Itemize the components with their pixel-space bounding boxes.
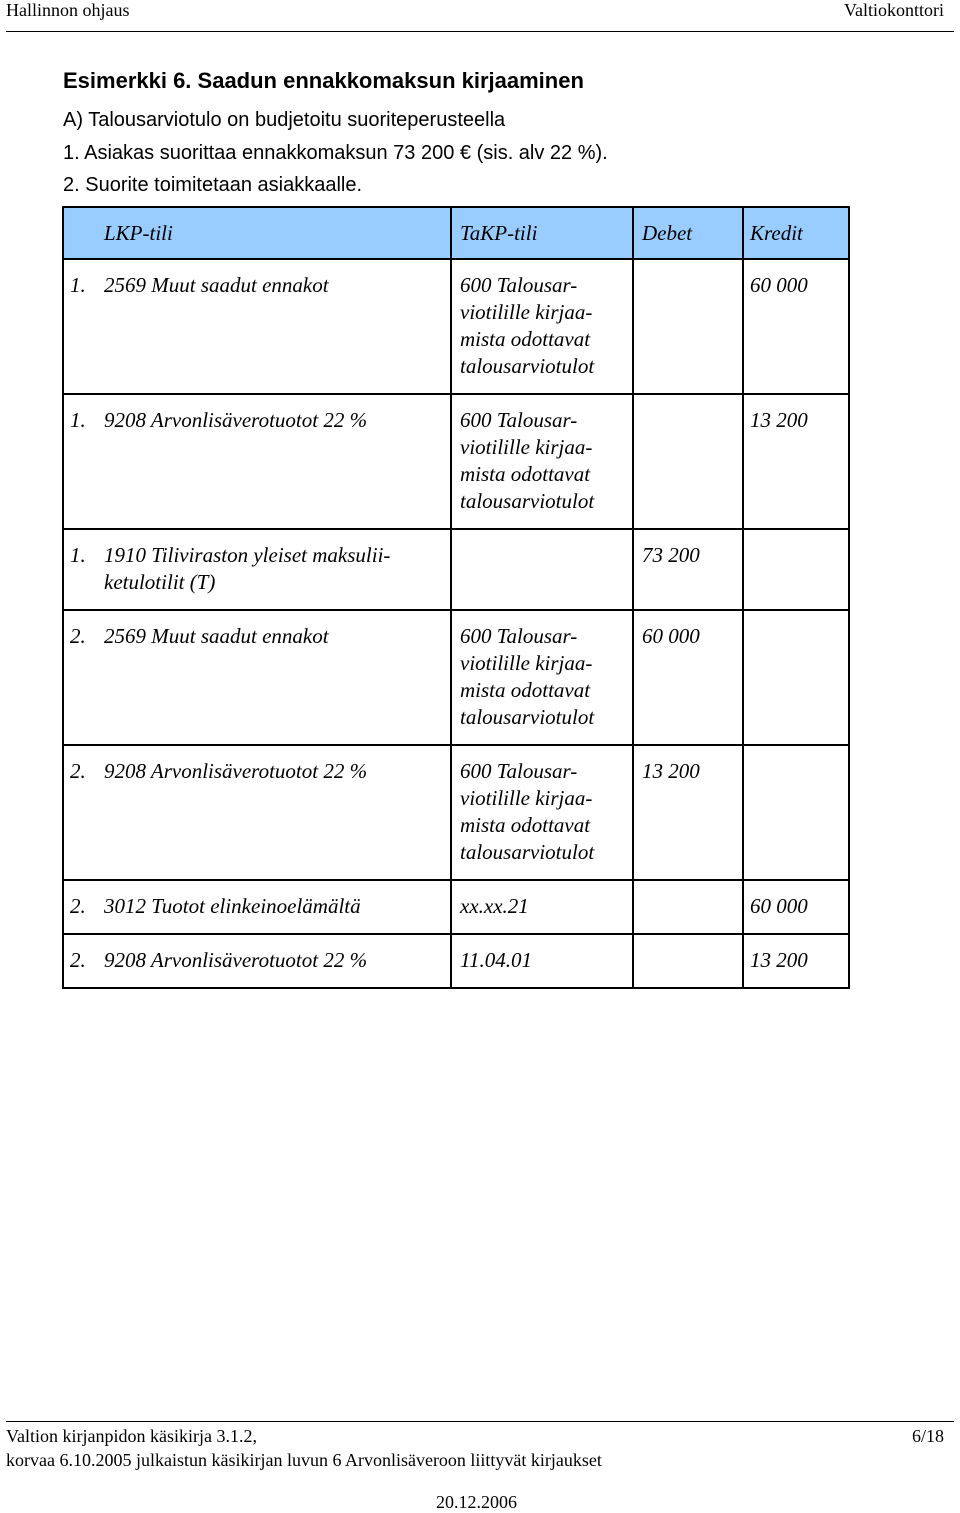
footer-divider [6, 1421, 954, 1422]
kredit-amount: 60 000 [743, 259, 849, 394]
row-number: 1. [63, 529, 100, 610]
header-left-text: Hallinnon ohjaus [6, 0, 130, 20]
kredit-amount: 13 200 [743, 394, 849, 529]
step-1: 1. Asiakas suorittaa ennakkomaksun 73 200 € (sis. alv 22 %). [63, 142, 608, 164]
table-row [63, 745, 849, 880]
example-subheading: A) Talousarviotulo on budjetoitu suoriteperusteella [63, 109, 506, 131]
lkp-account: 1910 Tiliviraston yleiset maksulii- ketulotilit (T) [100, 529, 451, 610]
debet-amount: 73 200 [633, 529, 743, 610]
takp-account [451, 529, 633, 610]
header-kredit: Kredit [743, 207, 849, 259]
row-number: 2. [63, 610, 100, 745]
takp-account: 600 Talousar- viotilille kirjaa- mista odottavat talousarviotulot [451, 259, 633, 394]
entries-table [62, 206, 850, 989]
table-row [63, 259, 849, 394]
header-takp: TaKP-tili [451, 207, 633, 259]
takp-account: 11.04.01 [451, 934, 633, 988]
header-debet: Debet [633, 207, 743, 259]
page-header [0, 0, 960, 34]
takp-account: xx.xx.21 [451, 880, 633, 934]
header-divider [6, 31, 954, 32]
kredit-amount [743, 529, 849, 610]
debet-amount [633, 880, 743, 934]
row-number: 1. [63, 259, 100, 394]
footer-title: Valtion kirjanpidon käsikirja 3.1.2, [6, 1426, 257, 1446]
lkp-account: 9208 Arvonlisäverotuotot 22 % [100, 745, 451, 880]
table-row [63, 934, 849, 988]
debet-amount: 13 200 [633, 745, 743, 880]
kredit-amount [743, 610, 849, 745]
lkp-account: 9208 Arvonlisäverotuotot 22 % [100, 934, 451, 988]
table-row [63, 610, 849, 745]
table-row [63, 394, 849, 529]
header-right-text: Valtiokonttori [844, 0, 944, 20]
header-no-cell [63, 207, 100, 259]
header-lkp: LKP-tili [100, 207, 451, 259]
debet-amount [633, 394, 743, 529]
kredit-amount: 13 200 [743, 934, 849, 988]
takp-account: 600 Talousar- viotilille kirjaa- mista odottavat talousarviotulot [451, 610, 633, 745]
footer-note: korvaa 6.10.2005 julkaistun käsikirjan luvun 6 Arvonlisäveroon liittyvät kirjaukset [6, 1450, 602, 1470]
lkp-account: 2569 Muut saadut ennakot [100, 610, 451, 745]
row-number: 2. [63, 745, 100, 880]
debet-amount [633, 259, 743, 394]
takp-account: 600 Talousar- viotilille kirjaa- mista odottavat talousarviotulot [451, 745, 633, 880]
row-number: 2. [63, 934, 100, 988]
debet-amount [633, 934, 743, 988]
example-heading: Esimerkki 6. Saadun ennakkomaksun kirjaaminen [63, 68, 584, 93]
kredit-amount [743, 745, 849, 880]
debet-amount: 60 000 [633, 610, 743, 745]
page-number: 6/18 [911, 1426, 944, 1446]
footer-date: 20.12.2006 [436, 1492, 517, 1512]
kredit-amount: 60 000 [743, 880, 849, 934]
lkp-account: 2569 Muut saadut ennakot [100, 259, 451, 394]
row-number: 2. [63, 880, 100, 934]
lkp-account: 9208 Arvonlisäverotuotot 22 % [100, 394, 451, 529]
lkp-account: 3012 Tuotot elinkeinoelämältä [100, 880, 451, 934]
takp-account: 600 Talousar- viotilille kirjaa- mista odottavat talousarviotulot [451, 394, 633, 529]
table-row [63, 880, 849, 934]
table-header-row [63, 207, 849, 259]
table-body [63, 259, 849, 988]
row-number: 1. [63, 394, 100, 529]
table-row [63, 529, 849, 610]
step-2: 2. Suorite toimitetaan asiakkaalle. [63, 174, 363, 196]
